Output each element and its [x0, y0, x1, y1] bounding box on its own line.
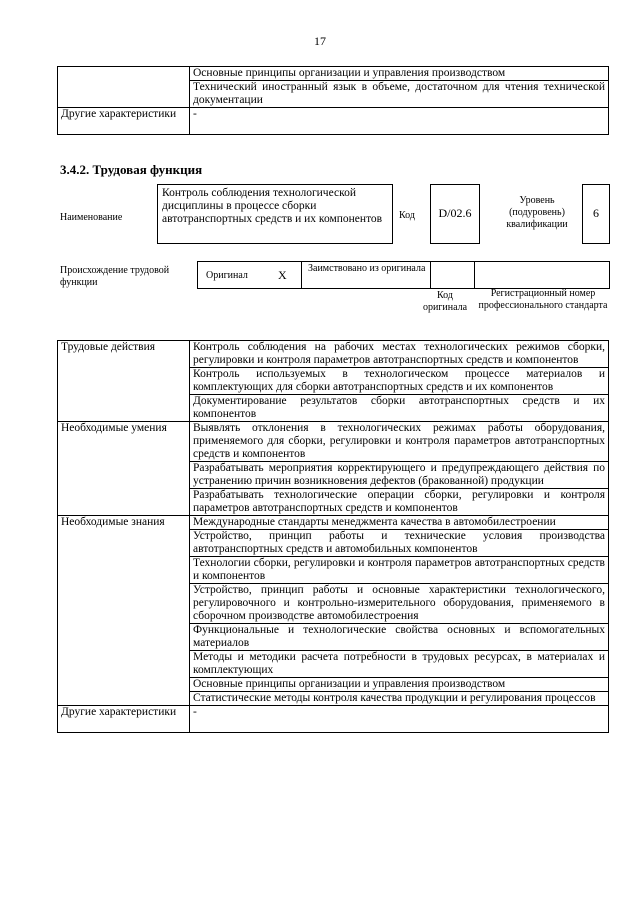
row-label: Другие характеристики — [58, 108, 190, 135]
table-row — [58, 341, 609, 368]
table-row — [58, 108, 609, 135]
table-cell: Устройство, принцип работы и основные характеристики технологического, регулировочного и контрольно-измерительного оборудования, применяемого в сборочном производстве автомобилестроения — [190, 584, 609, 624]
original-label: Оригинал — [206, 270, 248, 281]
table-cell: Устройство, принцип работы и технические условия производства автотранспортных средств и автомобильных компонентов — [190, 530, 609, 557]
function-name-box: Контроль соблюдения технологической дисциплины в процессе сборки автотранспортных средств и их компонентов — [157, 184, 393, 244]
name-label: Наименование — [60, 212, 123, 223]
origin-label: Происхождение трудовой функции — [60, 265, 170, 288]
table-cell: Статистические методы контроля качества продукции и регулирования процессов — [190, 692, 609, 706]
row-label: Другие характеристики — [58, 706, 190, 733]
table-row — [58, 516, 609, 530]
table-cell: Контроль используемых в технологическом процессе материалов и комплектующих для сборки автотранспортных средств и их компонентов — [190, 368, 609, 395]
level-label: Уровень (подуровень) квалификации — [506, 195, 568, 230]
row-label — [58, 67, 190, 108]
table-row — [58, 422, 609, 462]
table-cell: Контроль соблюдения на рабочих местах технологических режимов сборки, регулировки и контроля параметров автотранспортных средств и компонентов — [190, 341, 609, 368]
row-label: Необходимые знания — [58, 516, 190, 706]
original-mark: X — [278, 268, 287, 282]
table-cell: Технический иностранный язык в объеме, достаточном для чтения технической документации — [190, 81, 609, 108]
table-cell: Документирование результатов сборки автотранспортных средств и их компонентов — [190, 395, 609, 422]
code-original-label: Код оригинала — [422, 290, 468, 313]
code-label: Код — [399, 210, 415, 221]
page-number: 17 — [314, 34, 326, 48]
table-row — [58, 706, 609, 733]
function-code-box: D/02.6 — [430, 184, 480, 244]
table-cell: Международные стандарты менеджмента качества в автомобилестроении — [190, 516, 609, 530]
reg-number-label: Регистрационный номер профессионального стандарта — [478, 288, 608, 311]
level-box: 6 — [582, 184, 610, 244]
table-cell: Методы и методики расчета потребности в трудовых ресурсах, в материалах и комплектующих — [190, 651, 609, 678]
borrowed-label: Заимствовано из оригинала — [308, 263, 426, 274]
row-label: Трудовые действия — [58, 341, 190, 422]
table-cell: Основные принципы организации и управления производством — [190, 67, 609, 81]
table-cell: - — [190, 108, 609, 135]
reg-number-cell — [474, 261, 610, 289]
table-cell: Основные принципы организации и управления производством — [190, 678, 609, 692]
table-cell: Разрабатывать технологические операции сборки, регулировки и контроля параметров автотранспортных средств и компонентов — [190, 489, 609, 516]
function-table — [57, 340, 609, 733]
continuation-table — [57, 66, 609, 135]
table-cell: - — [190, 706, 609, 733]
table-cell: Технологии сборки, регулировки и контроля параметров автотранспортных средств и компонентов — [190, 557, 609, 584]
borrowed-cell — [301, 261, 431, 289]
original-cell — [197, 261, 302, 289]
table-cell: Выявлять отклонения в технологических режимах работы оборудования, применяемого для сборки, регулировки и контроля параметров автотранспортных средств и компонентов — [190, 422, 609, 462]
code-original-cell — [430, 261, 475, 289]
section-heading: 3.4.2. Трудовая функция — [60, 162, 203, 177]
row-label: Необходимые умения — [58, 422, 190, 516]
table-cell: Разрабатывать мероприятия корректирующего и предупреждающего действия по устранению причин возникновения дефектов (бракованной) продукции — [190, 462, 609, 489]
table-row — [58, 67, 609, 81]
table-cell: Функциональные и технологические свойства основных и вспомогательных материалов — [190, 624, 609, 651]
